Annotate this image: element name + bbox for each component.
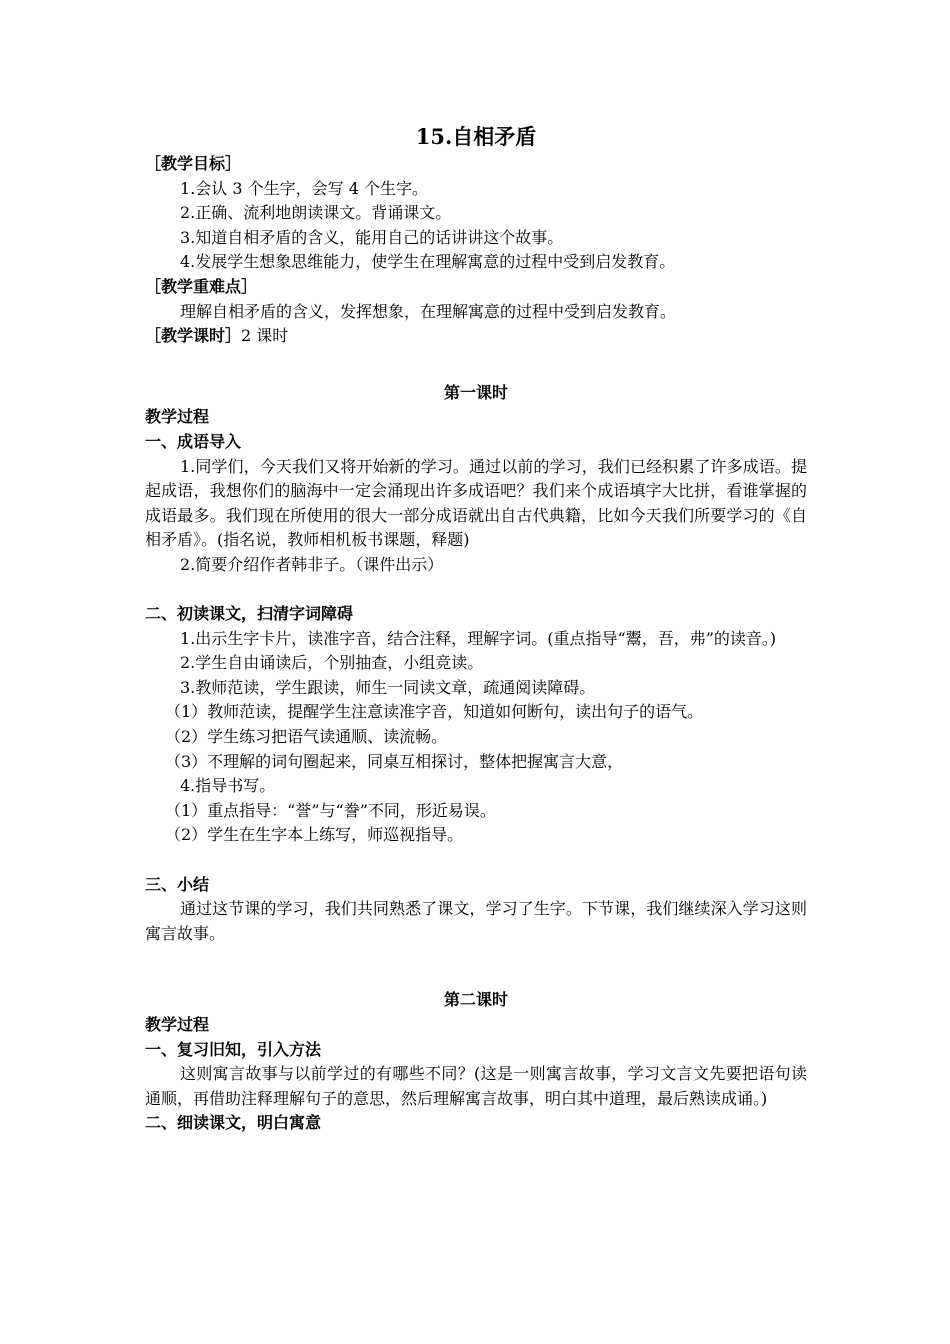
keypoints-heading: ［教学重难点］ xyxy=(145,276,258,296)
hours-heading: ［教学课时］ xyxy=(145,326,242,346)
lesson2-process: 教学过程 xyxy=(145,1015,210,1034)
lesson1-section2-p4: 4.指导书写。 xyxy=(180,776,276,796)
lesson1-section2-p3: 3.教师范读，学生跟读，师生一同读文章，疏通阅读障碍。 xyxy=(180,677,596,697)
hours-line xyxy=(145,324,807,349)
lesson1-section2-p3b: （2）学生练习把语气读通顺、读流畅。 xyxy=(165,727,448,747)
lesson2-section1-p1: 这则寓言故事与以前学过的有哪些不同？(这是一则寓言故事，学习文言文先要把语句读通顺，再借助注释理解句子的意思，然后理解寓言故事，明白其中道理，最后熟读成诵。) xyxy=(145,1064,807,1108)
goal-item: 3.知道自相矛盾的含义，能用自己的话讲讲这个故事。 xyxy=(180,227,564,247)
lesson-plan xyxy=(145,122,807,1136)
goal-item: 1.会认 3 个生字，会写 4 个生字。 xyxy=(180,178,428,198)
lesson1-section2-p3a: （1）教师范读，提醒学生注意读准字音，知道如何断句，读出句子的语气。 xyxy=(165,702,704,722)
goals-heading: ［教学目标］ xyxy=(145,154,242,173)
lesson1-section2-p2: 2.学生自由诵读后，个别抽查，小组竞读。 xyxy=(180,653,484,673)
lesson1-section2-p3c: （3）不理解的词句圈起来，同桌互相探讨，整体把握寓言大意， xyxy=(165,751,624,771)
lesson1-section2-p4a: （1）重点指导：“誉”与“誊”不同，形近易误。 xyxy=(165,800,496,820)
keypoints-text: 理解自相矛盾的含义，发挥想象，在理解寓意的过程中受到启发教育。 xyxy=(180,301,677,321)
lesson1-section1-p2: 2.简要介绍作者韩非子。（课件出示） xyxy=(180,554,444,574)
hours-value: 2 课时 xyxy=(241,326,289,346)
lesson1-section3-heading: 三、小结 xyxy=(145,874,210,894)
lesson1-section1-heading: 一、成语导入 xyxy=(145,431,242,451)
lesson1-section1-p1: 1.同学们，今天我们又将开始新的学习。通过以前的学习，我们已经积累了许多成语。提起成语，我想你们的脑海中一定会涌现出许多成语吧？我们来个成语填字大比拼，看谁掌握的成语最多。我们现在所使用的很大一部分成语就出自古代典籍，比如今天我们所要学习的《自相矛盾》。(指名说，教师相机板书课题，释题) xyxy=(145,456,807,550)
goal-item: 2.正确、流利地朗读课文。背诵课文。 xyxy=(180,203,452,223)
lesson1-process: 教学过程 xyxy=(145,407,210,427)
lesson1-section3-p1: 通过这节课的学习，我们共同熟悉了课文，学习了生字。下节课，我们继续深入学习这则寓言故事。 xyxy=(145,899,807,943)
lesson1-title: 第一课时 xyxy=(443,382,508,402)
lesson2-section1-heading: 一、复习旧知，引入方法 xyxy=(145,1039,322,1059)
lesson2-title: 第二课时 xyxy=(443,990,508,1010)
lesson1-section2-p4b: （2）学生在生字本上练写，师巡视指导。 xyxy=(165,825,464,845)
lesson2-section2-heading: 二、细读课文，明白寓意 xyxy=(145,1113,322,1133)
lesson1-section2-p1: 1.出示生字卡片，读准字音，结合注释，理解字词。(重点指导“鬻，吾，弗”的读音。) xyxy=(180,628,777,648)
goal-item: 4.发展学生想象思维能力，使学生在理解寓意的过程中受到启发教育。 xyxy=(180,252,676,272)
page-title: 15.自相矛盾 xyxy=(415,124,537,149)
lesson1-section2-heading: 二、初读课文，扫清字词障碍 xyxy=(145,604,354,624)
